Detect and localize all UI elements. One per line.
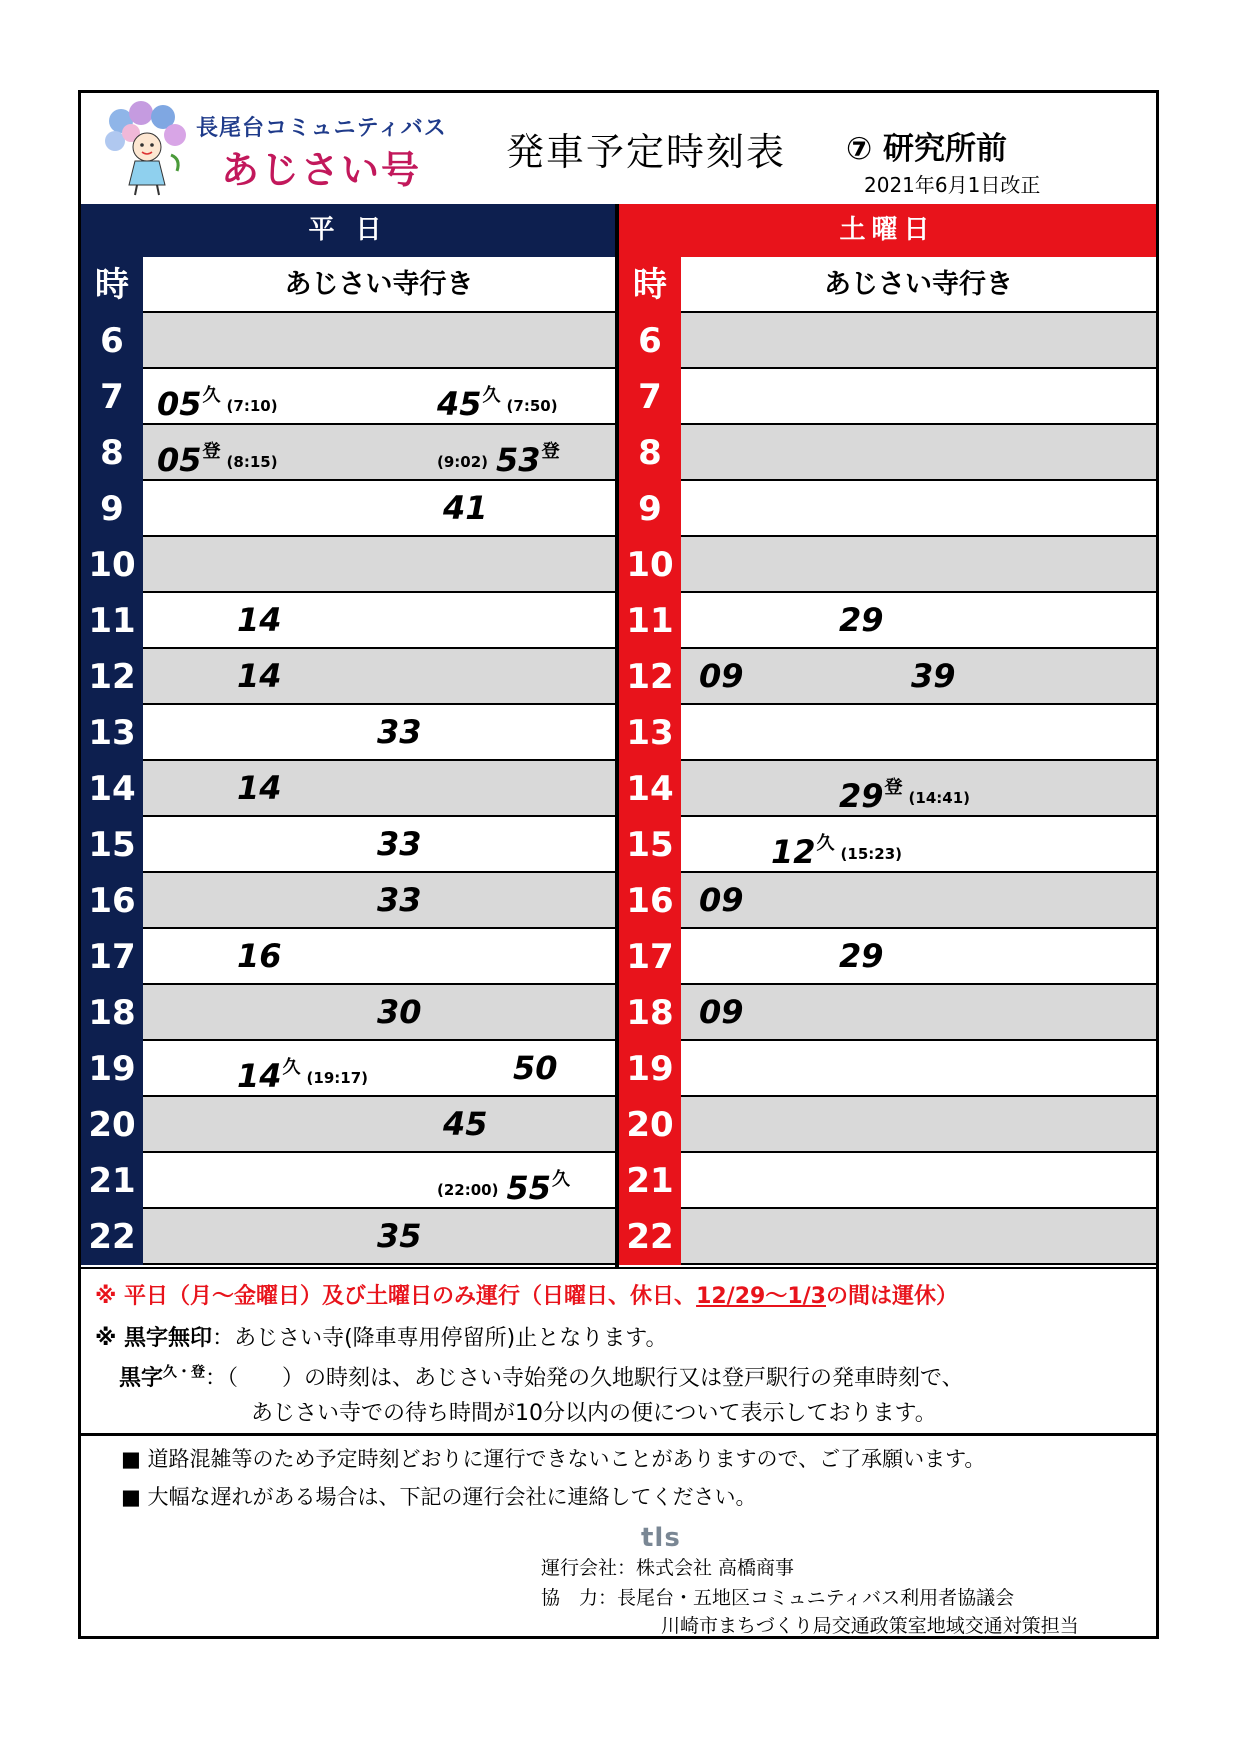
- header: [81, 93, 1156, 207]
- saturday-minutes-cell: [681, 761, 1156, 817]
- departure-minute: 35: [377, 1217, 422, 1255]
- connection-time: (14:41): [908, 789, 970, 807]
- route-mark: 登: [202, 441, 221, 462]
- weekday-minutes-cell: [143, 873, 615, 929]
- weekday-hour: 12: [81, 649, 143, 705]
- weekday-minutes-cell: [143, 425, 615, 481]
- saturday-hour: 14: [619, 761, 681, 817]
- saturday-hour: 7: [619, 369, 681, 425]
- saturday-hour: 12: [619, 649, 681, 705]
- route-mark: 登: [541, 441, 560, 462]
- departure-minute: $14^久$ (19:17): [237, 1057, 368, 1095]
- departure-minute: $05^登$ (8:15): [157, 441, 278, 479]
- weekday-minutes-cell: [143, 1041, 615, 1097]
- saturday-minutes-cell: [681, 649, 1156, 705]
- departure-minute: 50: [513, 1049, 558, 1087]
- timetable-frame: [78, 90, 1159, 1639]
- connection-time: (19:17): [306, 1069, 368, 1087]
- saturday-hour-header: 時: [619, 257, 681, 313]
- saturday-hour: 15: [619, 817, 681, 873]
- departure-minute: 16: [237, 937, 282, 975]
- saturday-hour: 22: [619, 1209, 681, 1265]
- saturday-destination-header: あじさい寺行き: [681, 257, 1156, 313]
- weekday-hour: 22: [81, 1209, 143, 1265]
- page-title: 発車予定時刻表: [506, 130, 787, 174]
- operation-note: ※ 平日（月～金曜日）及び土曜日のみ運行（日曜日、休日、12/29～1/3の間は運休）: [95, 1284, 958, 1309]
- route-mark: 久: [282, 1057, 301, 1078]
- route-mark: 久: [552, 1169, 570, 1190]
- route-mark: 久: [202, 385, 221, 406]
- weekday-minutes-cell: [143, 761, 615, 817]
- route-mark: 久: [816, 833, 835, 854]
- marked-note-continued: あじさい寺での待ち時間が10分以内の便について表示しております。: [251, 1401, 937, 1426]
- saturday-minutes-cell: [681, 1153, 1156, 1209]
- bus-name: あじさい号: [221, 148, 422, 192]
- saturday-minutes-cell: [681, 985, 1156, 1041]
- saturday-minutes-cell: [681, 481, 1156, 537]
- connection-time: (7:50): [506, 397, 558, 415]
- connection-time: (8:15): [226, 453, 278, 471]
- stop-name: ⑦ 研究所前: [846, 131, 1008, 167]
- weekday-minutes-cell: [143, 313, 615, 369]
- saturday-hour: 19: [619, 1041, 681, 1097]
- connection-time: (15:23): [840, 845, 902, 863]
- hydrangea-girl-logo: [101, 99, 191, 197]
- saturday-minutes-cell: [681, 593, 1156, 649]
- delay-notice: ■ 道路混雑等のため予定時刻どおりに運行できないことがありますので、ご了承願います。: [121, 1447, 986, 1471]
- departure-minute: 29: [839, 601, 884, 639]
- weekday-hour: 16: [81, 873, 143, 929]
- weekday-hour: 6: [81, 313, 143, 369]
- weekday-hour: 15: [81, 817, 143, 873]
- weekday-minutes-cell: [143, 1097, 615, 1153]
- weekday-minutes-cell: [143, 705, 615, 761]
- departure-minute: 33: [377, 825, 422, 863]
- weekday-hour: 14: [81, 761, 143, 817]
- departure-minute: 14: [237, 657, 282, 695]
- saturday-hour: 21: [619, 1153, 681, 1209]
- saturday-header: 土曜日: [619, 204, 1156, 257]
- weekday-minutes-cell: [143, 929, 615, 985]
- saturday-minutes-cell: [681, 1041, 1156, 1097]
- saturday-minutes-cell: [681, 1097, 1156, 1153]
- notes-section: [81, 1267, 1156, 1436]
- departure-minute: (9:02) $53^登$: [437, 441, 560, 479]
- saturday-minutes-cell: [681, 369, 1156, 425]
- saturday-hour: 18: [619, 985, 681, 1041]
- weekday-hour: 7: [81, 369, 143, 425]
- weekday-minutes-cell: [143, 1153, 615, 1209]
- saturday-hour: 9: [619, 481, 681, 537]
- weekday-minutes-cell: [143, 985, 615, 1041]
- saturday-hour: 10: [619, 537, 681, 593]
- weekday-minutes-cell: [143, 537, 615, 593]
- weekday-destination-header: あじさい寺行き: [143, 257, 615, 313]
- saturday-hour: 11: [619, 593, 681, 649]
- departure-minute: 09: [699, 881, 744, 919]
- plain-mark-note: ※ 黒字無印：あじさい寺(降車専用停留所)止となります。: [95, 1326, 668, 1351]
- weekday-hour: 17: [81, 929, 143, 985]
- saturday-minutes-cell: [681, 873, 1156, 929]
- saturday-hour: 17: [619, 929, 681, 985]
- weekday-hour: 18: [81, 985, 143, 1041]
- weekday-header: 平 日: [81, 204, 615, 257]
- departure-minute: 39: [911, 657, 956, 695]
- saturday-hour: 13: [619, 705, 681, 761]
- revision-date: 2021年6月1日改正: [864, 173, 1041, 197]
- departure-minute: $12^久$ (15:23): [771, 833, 902, 871]
- departure-minute: 45: [443, 1105, 488, 1143]
- saturday-minutes-cell: [681, 705, 1156, 761]
- saturday-minutes-cell: [681, 817, 1156, 873]
- weekday-minutes-cell: [143, 817, 615, 873]
- saturday-hour: 16: [619, 873, 681, 929]
- saturday-minutes-cell: [681, 313, 1156, 369]
- weekday-hour: 8: [81, 425, 143, 481]
- route-mark: 久: [482, 385, 501, 406]
- departure-minute: 29: [839, 937, 884, 975]
- saturday-minutes-cell: [681, 537, 1156, 593]
- operator-company: 運行会社：株式会社 高橋商事: [541, 1557, 795, 1579]
- saturday-minutes-cell: [681, 425, 1156, 481]
- departure-minute: 14: [237, 769, 282, 807]
- weekday-hour-header: 時: [81, 257, 143, 313]
- connection-time: (9:02): [437, 453, 489, 471]
- weekday-hour: 10: [81, 537, 143, 593]
- weekday-minutes-cell: [143, 649, 615, 705]
- weekday-minutes-cell: [143, 593, 615, 649]
- weekday-hour: 11: [81, 593, 143, 649]
- brand-name: 長尾台コミュニティバス: [196, 116, 447, 141]
- cooperation: 協 力：長尾台・五地区コミュニティバス利用者協議会: [541, 1587, 1015, 1609]
- departure-minute: 30: [377, 993, 422, 1031]
- departure-minute: 14: [237, 601, 282, 639]
- city-office: 川崎市まちづくり局交通政策室地域交通対策担当: [661, 1615, 1079, 1637]
- departure-minute: $29^登$ (14:41): [839, 777, 970, 815]
- departure-minute: 09: [699, 993, 744, 1031]
- departure-minute: $05^久$ (7:10): [157, 385, 278, 423]
- departure-minute: 33: [377, 881, 422, 919]
- departure-minute: 33: [377, 713, 422, 751]
- saturday-hour: 6: [619, 313, 681, 369]
- saturday-minutes-cell: [681, 929, 1156, 985]
- operator-logo: tls: [641, 1523, 681, 1553]
- column-separator: [615, 204, 619, 1267]
- weekday-minutes-cell: [143, 369, 615, 425]
- departure-minute: 09: [699, 657, 744, 695]
- weekday-minutes-cell: [143, 1209, 615, 1265]
- connection-time: (7:10): [226, 397, 278, 415]
- saturday-hour: 20: [619, 1097, 681, 1153]
- weekday-hour: 20: [81, 1097, 143, 1153]
- marked-note: 黒字$^{久・登}$：（ ）の時刻は、あじさい寺始発の久地駅行又は登戸駅行の発車時刻で、: [119, 1364, 964, 1391]
- weekday-hour: 9: [81, 481, 143, 537]
- departure-minute: (22:00) $55^久$: [437, 1169, 570, 1207]
- weekday-hour: 21: [81, 1153, 143, 1209]
- weekday-hour: 19: [81, 1041, 143, 1097]
- connection-time: (22:00): [437, 1181, 499, 1199]
- weekday-minutes-cell: [143, 481, 615, 537]
- saturday-hour: 8: [619, 425, 681, 481]
- departure-minute: $45^久$ (7:50): [437, 385, 558, 423]
- route-mark: 登: [884, 777, 903, 798]
- contact-notice: ■ 大幅な遅れがある場合は、下記の運行会社に連絡してください。: [121, 1485, 757, 1509]
- saturday-minutes-cell: [681, 1209, 1156, 1265]
- weekday-hour: 13: [81, 705, 143, 761]
- departure-minute: 41: [443, 489, 488, 527]
